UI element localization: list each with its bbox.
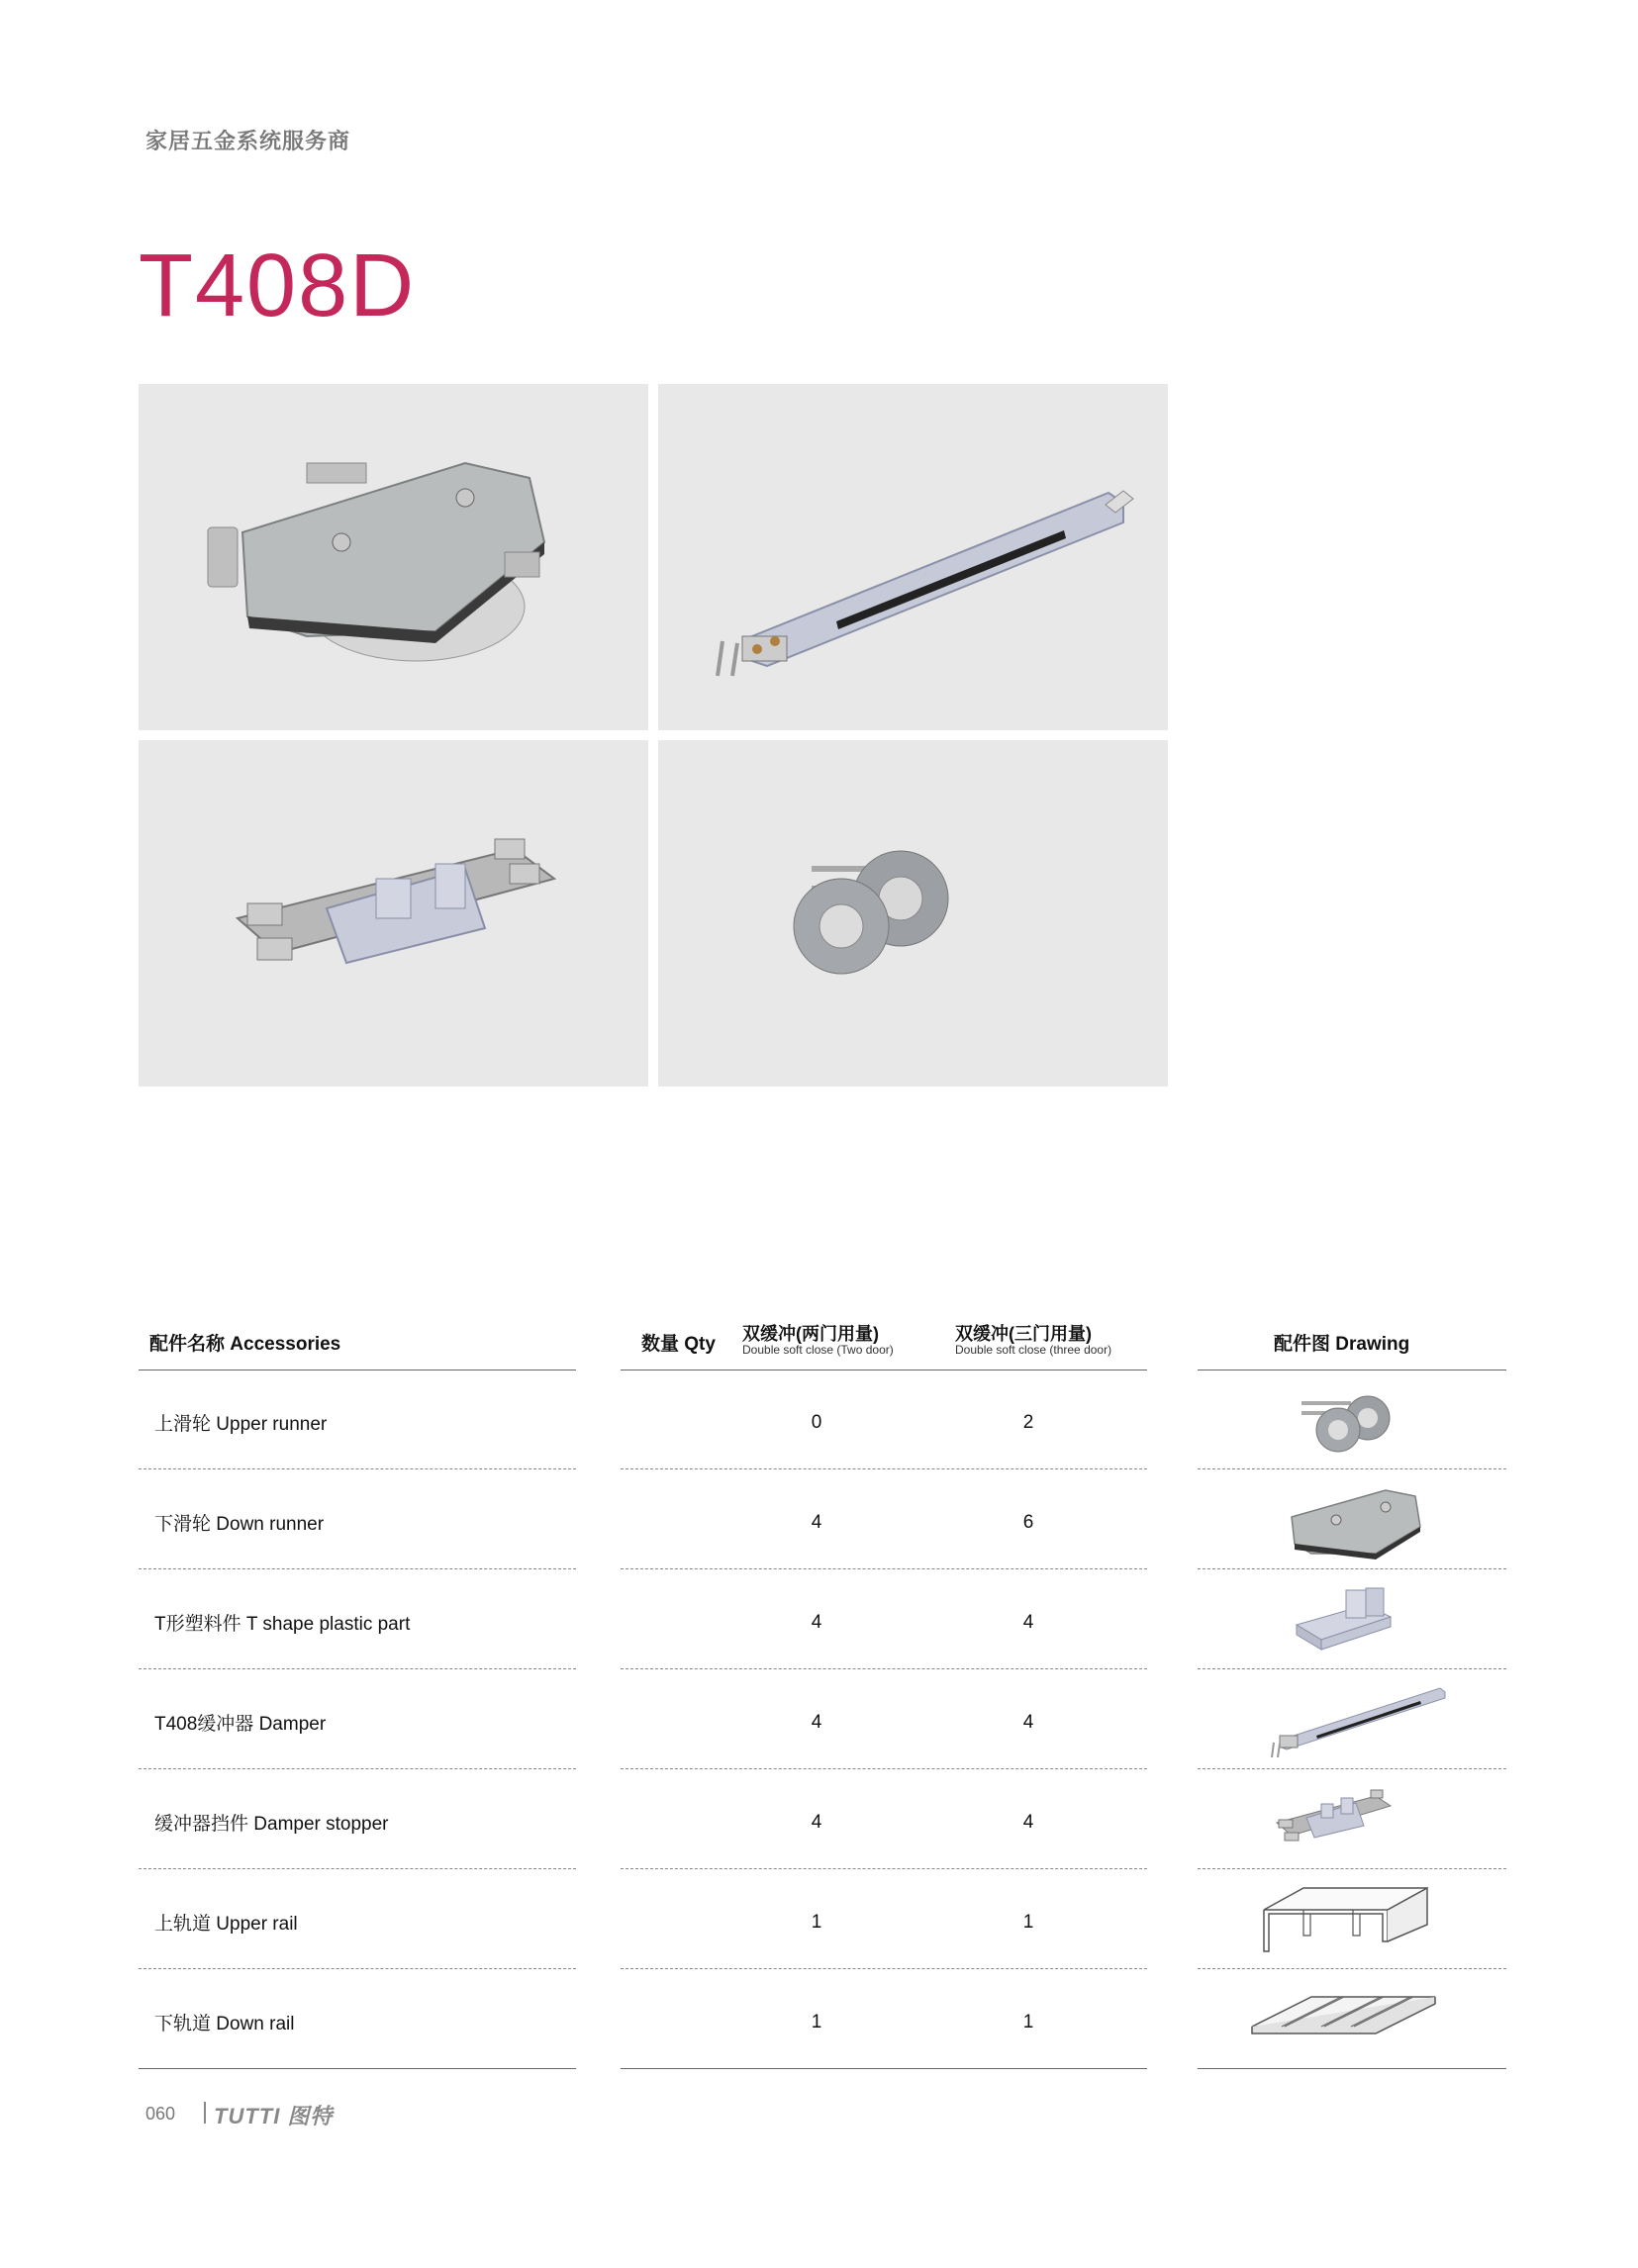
row-divider (139, 1868, 576, 1869)
col-header-accessories: 配件名称 Accessories (149, 1334, 341, 1355)
col-header-three-door-cn: 双缓冲(三门用量) (955, 1324, 1092, 1344)
row-qty-two-door: 0 (811, 1412, 822, 1433)
table-bottom-rule (139, 2068, 576, 2069)
row-divider (1198, 1768, 1506, 1769)
photo-damper (658, 384, 1168, 730)
row-qty-three-door: 4 (1022, 1612, 1034, 1633)
row-divider (621, 1568, 1147, 1569)
row-divider (621, 1768, 1147, 1769)
row-qty-three-door: 4 (1022, 1812, 1034, 1833)
photo-down-runner (139, 384, 648, 730)
row-divider (139, 1768, 576, 1769)
col-header-drawing: 配件图 Drawing (1274, 1334, 1410, 1355)
row-divider (139, 1568, 576, 1569)
row-name: 缓冲器挡件 Damper stopper (154, 1814, 389, 1835)
row-divider (139, 1968, 576, 1969)
drawing-damper (1262, 1678, 1450, 1762)
row-divider (139, 1468, 576, 1469)
row-qty-three-door: 1 (1022, 1912, 1034, 1933)
brand-logo: TUTTI 图特 (214, 2104, 334, 2128)
row-qty-two-door: 4 (811, 1712, 822, 1733)
table-bottom-rule (621, 2068, 1147, 2069)
row-divider (1198, 1968, 1506, 1969)
row-divider (621, 1968, 1147, 1969)
row-name: 上滑轮 Upper runner (154, 1414, 328, 1435)
col-header-qty: 数量 Qty (641, 1334, 716, 1355)
row-divider (621, 1668, 1147, 1669)
table-bottom-rule (1198, 2068, 1506, 2069)
row-qty-two-door: 4 (811, 1512, 822, 1533)
drawing-down-runner (1277, 1482, 1425, 1561)
photo-upper-runner (658, 740, 1168, 1087)
row-qty-two-door: 4 (811, 1612, 822, 1633)
row-name: 上轨道 Upper rail (154, 1914, 298, 1935)
row-divider (621, 1868, 1147, 1869)
row-name: 下滑轮 Down runner (154, 1514, 325, 1535)
drawing-down-rail (1247, 1982, 1445, 2051)
row-qty-three-door: 4 (1022, 1712, 1034, 1733)
row-qty-two-door: 1 (811, 2012, 822, 2032)
row-qty-two-door: 4 (811, 1812, 822, 1833)
page-number: 060 (145, 2104, 176, 2124)
col-header-two-door-cn: 双缓冲(两门用量) (742, 1324, 879, 1344)
col-header-three-door-en: Double soft close (three door) (955, 1343, 1112, 1357)
row-qty-three-door: 1 (1022, 2012, 1034, 2032)
footer-separator (204, 2102, 206, 2124)
row-name: 下轨道 Down rail (154, 2014, 295, 2034)
drawing-damper-stopper (1267, 1778, 1400, 1857)
brand-tagline: 家居五金系统服务商 (145, 129, 351, 153)
row-qty-two-door: 1 (811, 1912, 822, 1933)
row-divider (139, 1668, 576, 1669)
drawing-upper-rail (1259, 1880, 1432, 1954)
row-divider (621, 1468, 1147, 1469)
row-divider (1198, 1568, 1506, 1569)
drawing-upper-runner (1297, 1388, 1405, 1456)
row-divider (1198, 1668, 1506, 1669)
row-name: T形塑料件 T shape plastic part (154, 1614, 411, 1635)
photo-damper-stopper (139, 740, 648, 1087)
col-header-two-door-en: Double soft close (Two door) (742, 1343, 894, 1357)
row-qty-three-door: 6 (1022, 1512, 1034, 1533)
row-qty-three-door: 2 (1022, 1412, 1034, 1433)
product-model-title: T408D (139, 236, 417, 335)
row-divider (1198, 1868, 1506, 1869)
row-divider (1198, 1468, 1506, 1469)
row-name: T408缓冲器 Damper (154, 1714, 327, 1735)
drawing-t-shape-plastic-part (1292, 1585, 1400, 1654)
